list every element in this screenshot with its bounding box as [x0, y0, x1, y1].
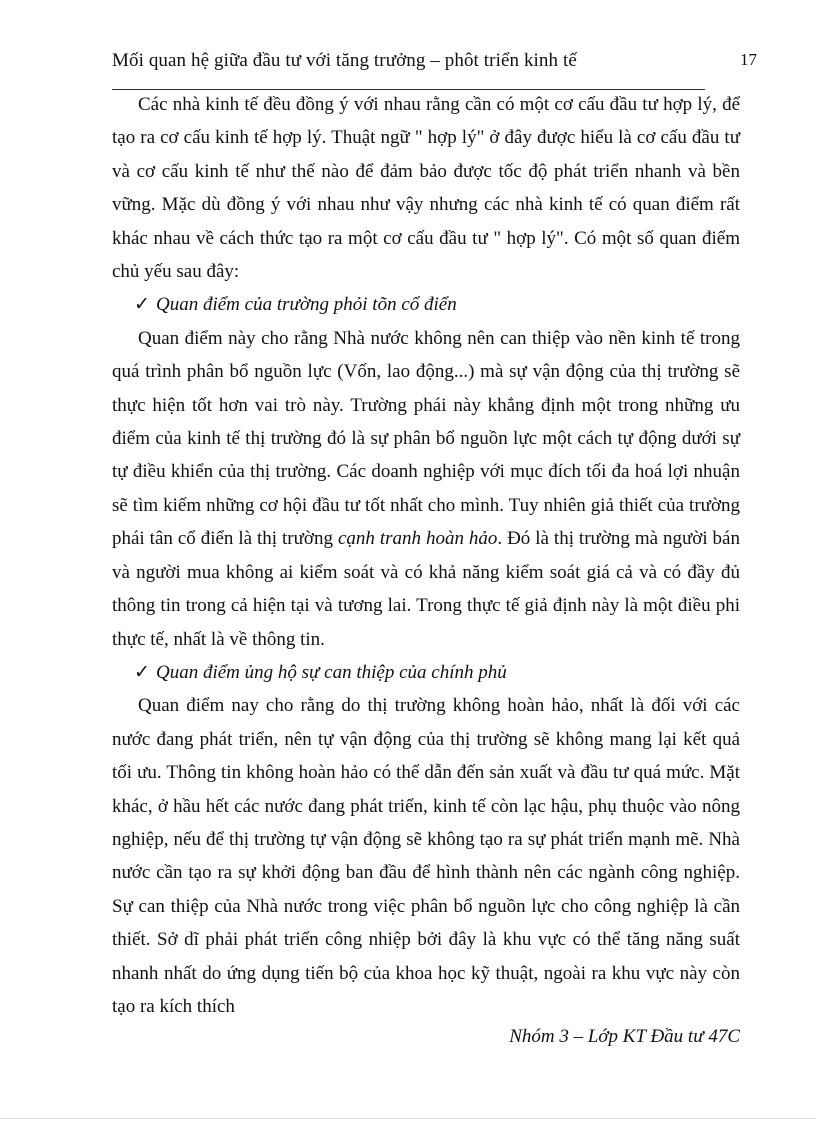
section-heading-intervention [112, 656, 740, 689]
checkmark-icon: ✓ [134, 661, 150, 683]
paragraph-text-end: . Đó là thị trường mà người bán và người mua không ai kiểm soát và có khả năng kiểm soát giá cả và có đầy đủ thông tin trong cả hiện tại và tương lai. Trong thực tế giả định này là một điều phi thực tế, nhất là về thông tin. [112, 528, 740, 650]
checkmark-icon: ✓ [134, 294, 150, 316]
paragraph-text: Quan điểm này cho rằng Nhà nước không nên can thiệp vào nền kinh tế trong quá trình phân bổ nguồn lực (Vốn, lao động...) mà sự vận động của thị trường sẽ thực hiện tốt hơn vai trò này. Trường phái này khẳng định một trong những ưu điểm của kinh tế thị trường đó là sự phân bổ nguồn lực một cách tự động dưới sự tự điều khiển của thị trường. Các doanh nghiệp với mục đích tối đa hoá lợi nhuận sẽ tìm kiếm những cơ hội đầu tư tốt nhất cho mình. Tuy nhiên giả thiết của trường phái tân cổ điển là thị trường [112, 327, 740, 550]
intervention-paragraph: Quan điểm nay cho rằng do thị trường không hoàn hảo, nhất là đối với các nước đang phát triển, nên tự vận động của thị trường sẽ không mang lại kết quả tối ưu. Thông tin không hoàn hảo có thể dẫn đến sản xuất và đầu tư quá mức. Mặt khác, ở hầu hết các nước đang phát triển, kinh tế còn lạc hậu, phụ thuộc vào nông nghiệp, nếu để thị trường tự vận động sẽ không tạo ra sự phát triển mạnh mẽ. Nhà nước cần tạo ra sự khởi động ban đầu để hình thành nên các ngành công nghiệp. Sự can thiệp của Nhà nước trong việc phân bổ nguồn lực cho công nghiệp là cần thiết. Sở dĩ phải phát triển công nhiệp bởi đây là khu vực có thể tăng năng suất nhanh nhất do ứng dụng tiến bộ của khoa học kỹ thuật, ngoài ra khu vực này còn tạo ra kích thích [112, 695, 740, 1017]
intro-paragraph: Các nhà kinh tế đều đồng ý với nhau rằng cần có một cơ cấu đầu tư hợp lý, để tạo ra cơ cấu kinh tế hợp lý. Thuật ngữ " hợp lý" ở đây được hiểu là cơ cấu đầu tư và cơ cấu kinh tế như thế nào để đảm bảo được tốc độ phát triển nhanh và bền vững. Mặc dù đồng ý với nhau như vậy nhưng các nhà kinh tế có quan điểm rất khác nhau về cách thức tạo ra một cơ cấu đầu tư " hợp lý". Có một số quan điểm chủ yếu sau đây: [112, 94, 740, 283]
heading-text: Quan điểm ủng hộ sự can thiệp của chính phủ [156, 661, 507, 683]
page-bottom-edge [0, 1118, 816, 1119]
page-footer: Nhóm 3 – Lớp KT Đầu tư 47C [509, 1026, 740, 1047]
neoclassical-paragraph [112, 322, 740, 656]
header-title: Mối quan hệ giữa đầu tư với tăng trưởng – phôt triển kinh tế [112, 50, 577, 71]
italic-term: cạnh tranh hoàn hảo [337, 528, 498, 550]
heading-text: Quan điểm của trường phỏi tõn cổ điển [156, 294, 457, 316]
section-heading-neoclassical [112, 288, 740, 321]
page-body [112, 88, 740, 1023]
page-number: 17 [740, 50, 757, 69]
page-header [112, 50, 757, 78]
